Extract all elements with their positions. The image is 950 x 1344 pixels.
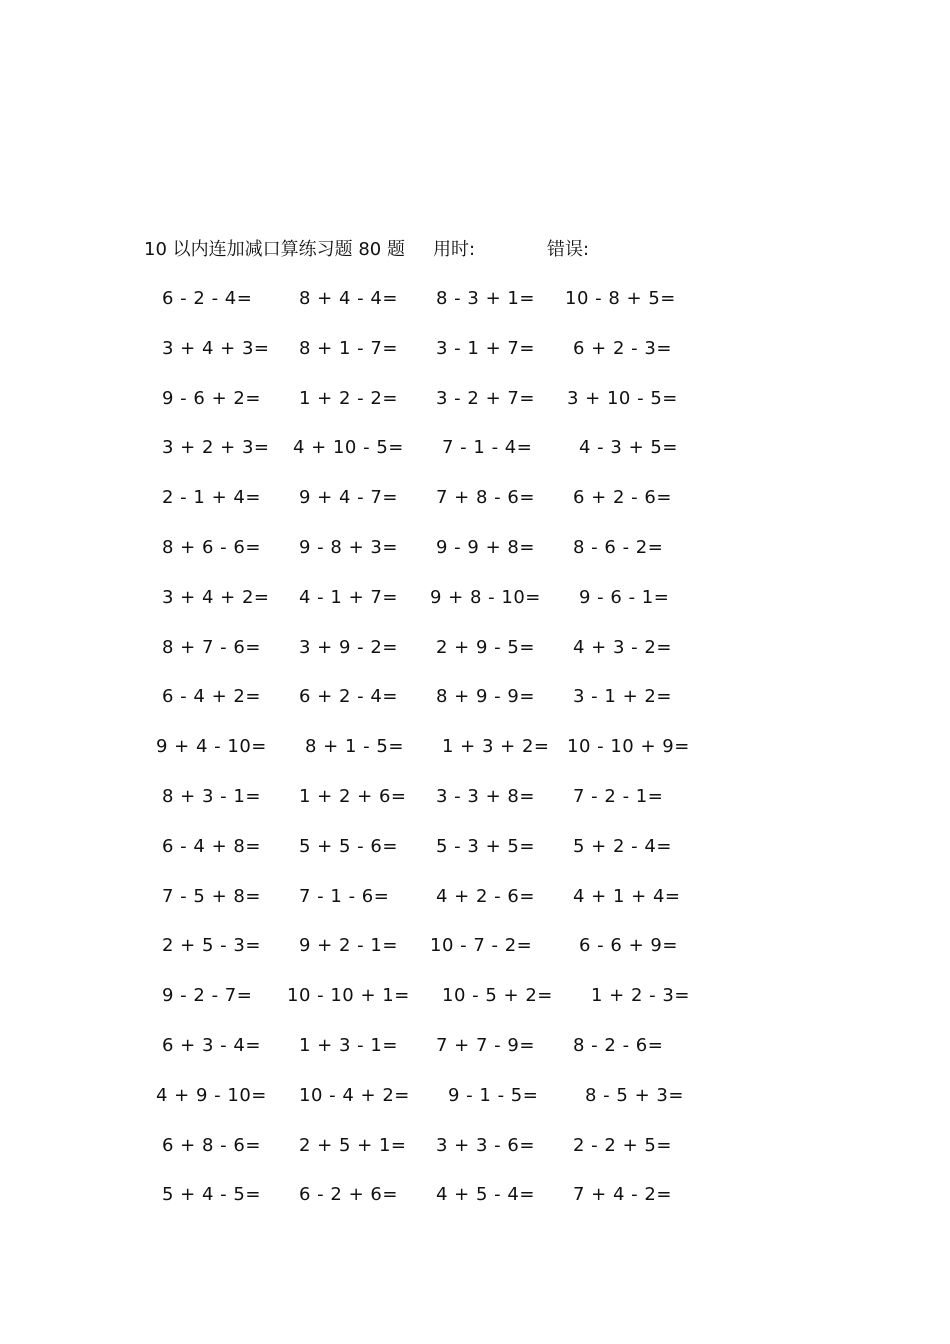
error-label: 错误: [547, 239, 590, 260]
problem-item: 5 + 4 - 5= [162, 1184, 261, 1206]
problem-item: 9 - 2 - 7= [162, 985, 253, 1007]
problem-item: 6 + 2 - 6= [573, 487, 672, 509]
problem-row [0, 784, 950, 834]
problem-item: 6 + 2 - 3= [573, 337, 672, 359]
problem-item: 3 - 2 + 7= [436, 387, 535, 409]
problem-item: 8 + 6 - 6= [162, 536, 261, 558]
problem-item: 8 + 1 - 5= [305, 736, 404, 758]
problem-row [0, 684, 950, 734]
problem-item: 3 - 3 + 8= [436, 785, 535, 807]
problem-item: 7 - 1 - 6= [299, 885, 390, 907]
problem-item: 8 + 3 - 1= [162, 785, 261, 807]
problem-item: 8 + 4 - 4= [299, 288, 398, 309]
problem-item: 8 - 5 + 3= [585, 1084, 684, 1106]
problem-row [0, 535, 950, 585]
problem-item: 9 - 9 + 8= [436, 536, 535, 558]
problem-item: 1 + 2 - 2= [299, 387, 398, 409]
problem-item: 2 - 2 + 5= [573, 1134, 672, 1156]
problem-item: 2 + 5 + 1= [299, 1134, 407, 1156]
problem-item: 2 + 9 - 5= [436, 636, 535, 658]
problem-item: 9 + 8 - 10= [430, 586, 541, 608]
problem-item: 10 - 4 + 2= [299, 1084, 410, 1106]
problem-row [0, 1083, 950, 1133]
problem-grid [0, 286, 950, 1232]
problem-item: 4 - 3 + 5= [579, 437, 678, 459]
problem-item: 6 + 8 - 6= [162, 1134, 261, 1156]
problem-item: 2 + 5 - 3= [162, 935, 261, 957]
problem-item: 8 + 1 - 7= [299, 337, 398, 359]
problem-item: 3 - 1 + 7= [436, 337, 535, 359]
problem-item: 3 + 4 + 2= [162, 586, 270, 608]
problem-item: 9 - 6 - 1= [579, 586, 670, 608]
problem-item: 4 + 3 - 2= [573, 636, 672, 658]
problem-item: 7 - 2 - 1= [573, 785, 664, 807]
problem-item: 6 - 4 + 2= [162, 686, 261, 708]
problem-item: 3 + 4 + 3= [162, 337, 270, 359]
problem-row [0, 884, 950, 934]
problem-item: 7 - 1 - 4= [442, 437, 533, 459]
problem-item: 3 + 3 - 6= [436, 1134, 535, 1156]
problem-item: 6 - 2 - 4= [162, 288, 253, 309]
problem-row [0, 734, 950, 784]
problem-item: 10 - 10 + 1= [287, 985, 410, 1007]
problem-item: 4 + 10 - 5= [293, 437, 404, 459]
problem-item: 5 + 2 - 4= [573, 835, 672, 857]
problem-item: 10 - 10 + 9= [567, 736, 690, 758]
problem-item: 1 + 3 - 1= [299, 1034, 398, 1056]
problem-item: 4 + 1 + 4= [573, 885, 681, 907]
problem-item: 1 + 3 + 2= [442, 736, 550, 758]
problem-row [0, 336, 950, 386]
problem-item: 3 + 2 + 3= [162, 437, 270, 459]
problem-item: 7 - 5 + 8= [162, 885, 261, 907]
problem-item: 6 - 2 + 6= [299, 1184, 398, 1206]
problem-row [0, 286, 950, 336]
problem-row [0, 386, 950, 436]
problem-item: 4 + 5 - 4= [436, 1184, 535, 1206]
problem-item: 6 - 4 + 8= [162, 835, 261, 857]
problem-row [0, 1182, 950, 1232]
problem-item: 9 - 8 + 3= [299, 536, 398, 558]
problem-item: 6 - 6 + 9= [579, 935, 678, 957]
problem-item: 8 + 9 - 9= [436, 686, 535, 708]
problem-row [0, 635, 950, 685]
problem-row [0, 834, 950, 884]
problem-item: 8 - 2 - 6= [573, 1034, 664, 1056]
problem-item: 3 + 9 - 2= [299, 636, 398, 658]
problem-item: 10 - 7 - 2= [430, 935, 533, 957]
time-label: 用时: [433, 239, 476, 260]
problem-row [0, 933, 950, 983]
problem-item: 2 - 1 + 4= [162, 487, 261, 509]
problem-row [0, 1133, 950, 1183]
problem-item: 10 - 5 + 2= [442, 985, 553, 1007]
problem-item: 9 - 6 + 2= [162, 387, 261, 409]
problem-item: 6 + 3 - 4= [162, 1034, 261, 1056]
problem-item: 6 + 2 - 4= [299, 686, 398, 708]
problem-item: 9 + 4 - 7= [299, 487, 398, 509]
problem-item: 7 + 4 - 2= [573, 1184, 672, 1206]
problem-item: 8 - 6 - 2= [573, 536, 664, 558]
problem-item: 5 + 5 - 6= [299, 835, 398, 857]
problem-item: 9 + 2 - 1= [299, 935, 398, 957]
problem-item: 8 + 7 - 6= [162, 636, 261, 658]
problem-item: 7 + 8 - 6= [436, 487, 535, 509]
problem-row [0, 1033, 950, 1083]
problem-item: 8 - 3 + 1= [436, 288, 535, 309]
problem-item: 4 + 9 - 10= [156, 1084, 267, 1106]
problem-item: 9 - 1 - 5= [448, 1084, 539, 1106]
problem-row [0, 435, 950, 485]
problem-item: 5 - 3 + 5= [436, 835, 535, 857]
problem-item: 1 + 2 + 6= [299, 785, 407, 807]
problem-item: 3 + 10 - 5= [567, 387, 678, 409]
problem-item: 4 - 1 + 7= [299, 586, 398, 608]
problem-item: 1 + 2 - 3= [591, 985, 690, 1007]
problem-item: 9 + 4 - 10= [156, 736, 267, 758]
problem-item: 3 - 1 + 2= [573, 686, 672, 708]
problem-item: 4 + 2 - 6= [436, 885, 535, 907]
problem-item: 7 + 7 - 9= [436, 1034, 535, 1056]
problem-item: 10 - 8 + 5= [565, 288, 676, 309]
worksheet-title: 10 以内连加减口算练习题 80 题 [144, 239, 405, 260]
problem-row [0, 585, 950, 635]
problem-row [0, 983, 950, 1033]
problem-row [0, 485, 950, 535]
